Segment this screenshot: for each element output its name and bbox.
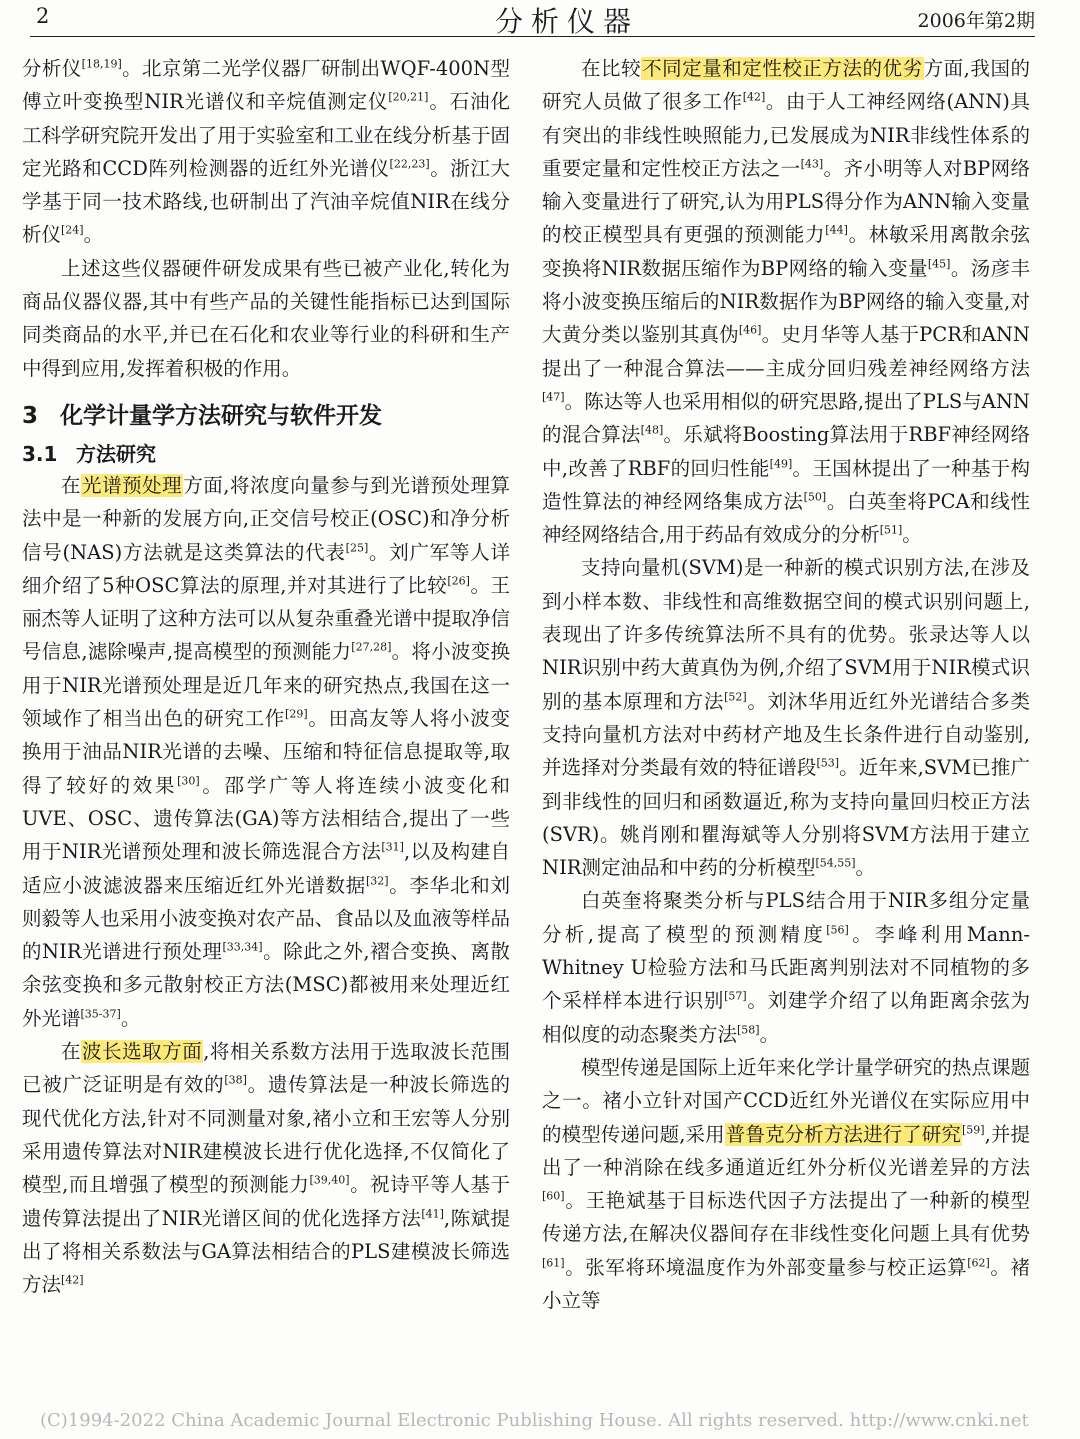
- text-run: 。: [759, 1022, 780, 1046]
- paragraph: [542, 52, 1030, 551]
- citation: [18,19]: [81, 57, 122, 71]
- page-header: [30, 0, 1035, 37]
- text-run: 。浙江大学基于同一技术路线,也研制出了汽油辛烷值NIR在线分析仪: [22, 156, 510, 247]
- text-run: 在比较: [581, 57, 642, 80]
- right-column: [542, 52, 1030, 1317]
- text-run: 模型传递是国际上近年来化学计量学研究的热点课题之一。褚小立针对国产CCD近红外光谱仪在实际应用中的模型传递问题,采用: [542, 1055, 1030, 1146]
- citation: [49]: [769, 457, 793, 471]
- text-run: 分析仪: [22, 57, 82, 80]
- text-run: 。: [83, 223, 104, 247]
- text-run: 。石油化工科学研究院开发出了用于实验室和工业在线分析基于固定光路和CCD阵列检测器的近红外光谱仪: [22, 90, 510, 180]
- citation: [54,55]: [815, 856, 856, 870]
- citation: [59]: [961, 1123, 985, 1136]
- text-run: ,陈斌提出了将相关系数法与GA算法相结合的PLS建模波长筛选方法: [22, 1206, 511, 1297]
- text-run: 。: [902, 523, 922, 547]
- citation: [26]: [447, 574, 470, 588]
- text-run: 。林敏采用离散余弦变换将NIR数据压缩作为BP网络的输入变量: [542, 223, 1030, 280]
- left-column: [22, 52, 510, 1301]
- copyright-footer: (C)1994-2022 China Academic Journal Electronic Publishing House. All rights reserved. http://www.cnki.net: [40, 1410, 1029, 1431]
- section-number: 3: [22, 402, 39, 429]
- citation: [42]: [742, 90, 766, 104]
- paragraph: [22, 1035, 510, 1301]
- paragraph: 上述这些仪器硬件研发成果有些已被产业化,转化为商品仪器仪器,其中有些产品的关键性能指标已达到国际同类商品的水平,并已在石化和农业等行业的科研和生产中得到应用,发挥着积极的作用。: [22, 256, 510, 380]
- citation: [53]: [816, 756, 840, 770]
- text-run: 方面,将浓度向量参与到光谱预处理算法中是一种新的发展方向,正交信号校正(OSC)和净分析信号(NAS)方法就是这类算法的代表: [22, 473, 510, 564]
- text-run: 方面,我国的研究人员做了很多工作: [542, 57, 1030, 114]
- text-run: 。李华北和刘则毅等人也采用小波变换对农产品、食品以及血液等样品的NIR光谱进行预处理: [22, 873, 510, 964]
- text-run: 。王丽杰等人证明了这种方法可以从复杂重叠光谱中提取净信号信息,滤除噪声,提高模型的预测能力: [22, 573, 510, 664]
- text-run: 。刘广军等人详细介绍了5种OSC算法的原理,并对其进行了比较: [22, 540, 510, 597]
- citation: [20,21]: [388, 90, 429, 104]
- citation: [44]: [825, 223, 848, 237]
- citation: [51]: [879, 523, 903, 537]
- citation: [35-37]: [80, 1007, 121, 1021]
- text-run: 。北京第二光学仪器厂研制出WQF-400N型傅立叶变换型NIR光谱仪和辛烷值测定仪: [22, 57, 510, 114]
- text-run: 在: [61, 1040, 82, 1064]
- citation: [48]: [640, 423, 664, 437]
- citation: [46]: [738, 323, 762, 337]
- citation: [39,40]: [309, 1173, 350, 1187]
- text-run: 。邵学广等人将连续小波变化和UVE、OSC、遗传算法(GA)等方法相结合,提出了一些用于NIR光谱预处理和波长筛选混合方法: [22, 773, 510, 864]
- text-run: ,以及构建自适应小波滤波器来压缩近红外光谱数据: [22, 840, 510, 897]
- citation: [57]: [724, 989, 747, 1003]
- text-run: 支持向量机(SVM)是一种新的模式识别方法,在涉及到小样本数、非线性和高维数据空间的模式识别问题上,表现出了许多传统算法所不具有的优势。张录达等人以NIR识别中药大黄真伪为例,介绍了SVM用于NIR模式识别的基本原理和方法: [542, 556, 1030, 713]
- text-run: 。刘建学介绍了以角距离余弦为相似度的动态聚类方法: [542, 989, 1030, 1046]
- citation: [58]: [737, 1023, 760, 1037]
- citation: [30]: [177, 774, 200, 788]
- citation: [61]: [542, 1256, 565, 1270]
- citation: [43]: [800, 157, 824, 171]
- citation: [42]: [61, 1273, 84, 1287]
- text-run: 。陈达等人也采用相似的研究思路,提出了PLS与ANN的混合算法: [542, 389, 1030, 447]
- highlight: 普鲁克分析方法进行了研究: [725, 1122, 961, 1146]
- text-run: 。齐小明等人对BP网络输入变量进行了研究,认为用PLS得分作为ANN输入变量的校正模型具有更强的预测能力: [542, 156, 1030, 247]
- paragraph: [22, 469, 510, 1035]
- citation: [60]: [542, 1189, 565, 1203]
- text-run: 。王国林提出了一种基于构造性算法的神经网络集成方法: [542, 456, 1030, 513]
- journal-title: 分析仪器: [495, 5, 640, 38]
- citation: [32]: [365, 874, 389, 888]
- text-run: 。刘沐华用近红外光谱结合多类支持向量机方法对中药材产地及生长条件进行自动鉴别,并选择对分类最有效的特征谱段: [542, 689, 1030, 780]
- text-run: 。除此之外,褶合变换、离散余弦变换和多元散射校正方法(MSC)都被用来处理近红外光谱: [22, 940, 510, 1030]
- citation: [25]: [345, 541, 369, 555]
- text-run: 。张军将环境温度作为外部变量参与校正运算: [564, 1255, 968, 1279]
- citation: [22,23]: [389, 157, 430, 171]
- text-run: 。乐斌将Boosting算法用于RBF神经网络中,改善了RBF的回归性能: [542, 423, 1030, 480]
- text-run: 。褚小立等: [542, 1255, 1030, 1312]
- paragraph: [22, 52, 510, 252]
- paragraph: [542, 1051, 1030, 1317]
- text-run: 。王艳斌基于目标迭代因子方法提出了一种新的模型传递方法,在解决仪器间存在非线性变化问题上具有优势: [542, 1189, 1030, 1246]
- section-heading: [22, 399, 510, 433]
- highlight: 不同定量和定性校正方法的优劣: [642, 57, 923, 80]
- citation: [56]: [826, 923, 849, 937]
- paragraph: [542, 551, 1030, 884]
- paragraph: [542, 884, 1030, 1050]
- citation: [45]: [927, 257, 951, 271]
- text-run: 。将小波变换用于NIR光谱预处理是近几年来的研究热点,我国在这一领域作了相当出色的研究工作: [22, 640, 510, 731]
- citation: [27,28]: [351, 640, 392, 654]
- text-run: 。田高友等人将小波变换用于油品NIR光谱的去噪、压缩和特征信息提取等,取得了较好的效果: [22, 707, 510, 797]
- citation: [62]: [967, 1256, 990, 1270]
- citation: [41]: [421, 1207, 444, 1220]
- citation: [31]: [381, 840, 404, 854]
- text-run: 。汤彦丰将小波变换压缩后的NIR数据作为BP网络的输入变量,对大黄分类以鉴别其真伪: [542, 256, 1030, 347]
- text-run: 在: [61, 473, 82, 497]
- subsection-heading: [22, 439, 510, 469]
- text-run: 。近年来,SVM已推广到非线性的回归和函数逼近,称为支持向量回归校正方法(SVR)。姚肖刚和瞿海斌等人分别将SVM方法用于建立NIR测定油品和中药的分析模型: [542, 756, 1030, 880]
- citation: [47]: [542, 390, 565, 404]
- citation: [24]: [61, 223, 84, 237]
- text-run: 。李峰利用Mann-Whitney U检验方法和马氏距离判别法对不同植物的多个采样样本进行识别: [542, 922, 1030, 1013]
- citation: [33,34]: [222, 940, 263, 954]
- page-number: 2: [36, 4, 50, 28]
- text-run: 。史月华等人基于PCR和ANN提出了一种混合算法——主成分回归残差神经网络方法: [542, 323, 1030, 380]
- citation: [50]: [803, 490, 827, 504]
- text-run: 白英奎将聚类分析与PLS结合用于NIR多组分定量分析,提高了模型的预测精度: [542, 889, 1030, 946]
- subsection-number: 3.1: [22, 441, 58, 466]
- text-run: 。遗传算法是一种波长筛选的现代优化方法,针对不同测量对象,褚小立和王宏等人分别采用遗传算法对NIR建模波长进行优化选择,不仅简化了模型,而且增强了模型的预测能力: [22, 1073, 510, 1197]
- text-run: 。由于人工神经网络(ANN)具有突出的非线性映照能力,已发展成为NIR非线性体系的重要定量和定性校正方法之一: [542, 90, 1030, 180]
- citation: [52]: [724, 690, 747, 704]
- text-run: ,将相关系数方法用于选取波长范围已被广泛证明是有效的: [22, 1040, 510, 1097]
- text-run: 。白英奎将PCA和线性神经网络结合,用于药品有效成分的分析: [542, 489, 1030, 547]
- citation: [29]: [285, 707, 308, 721]
- highlight: 光谱预处理: [82, 473, 183, 497]
- text-run: 。: [120, 1006, 141, 1030]
- text-run: ,并提出了一种消除在线多通道近红外分析仪光谱差异的方法: [542, 1122, 1030, 1179]
- subsection-title: 方法研究: [76, 441, 156, 466]
- highlight: 波长选取方面: [82, 1040, 203, 1064]
- text-run: 。祝诗平等人基于遗传算法提出了NIR光谱区间的优化选择方法: [22, 1173, 510, 1230]
- text-run: 。: [855, 856, 876, 880]
- section-title: 化学计量学方法研究与软件开发: [60, 402, 382, 429]
- citation: [38]: [224, 1073, 247, 1087]
- issue-label: 2006年第2期: [917, 10, 1035, 32]
